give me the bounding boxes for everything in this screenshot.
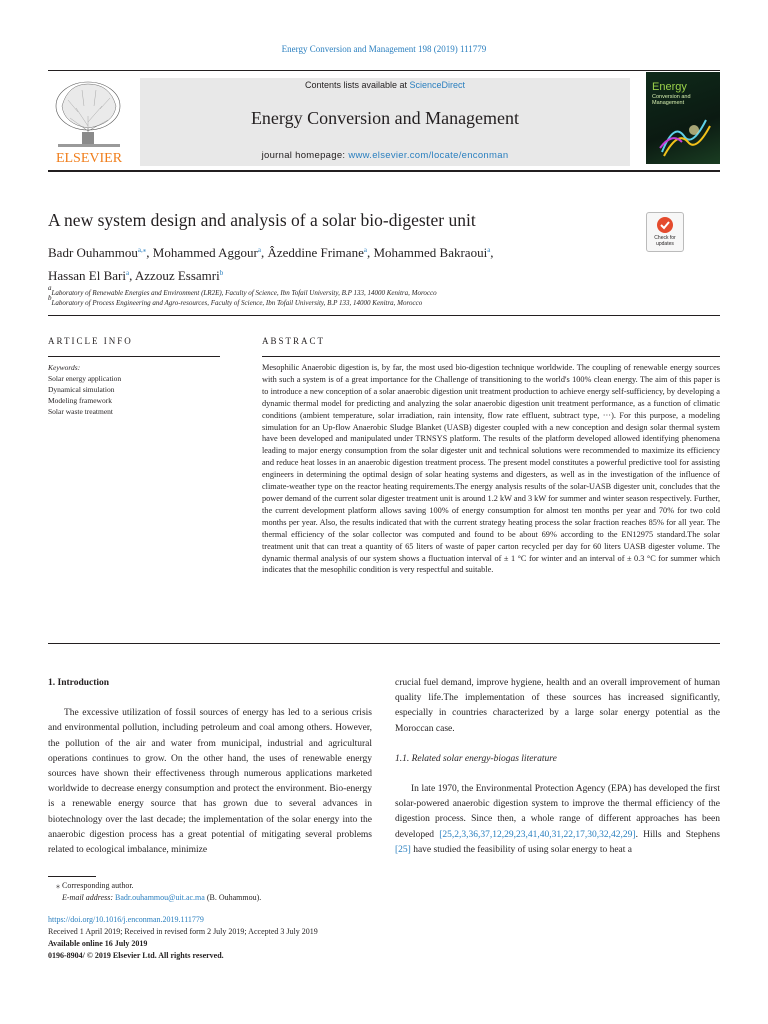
paragraph-text: In late 1970, the Environmental Protection Agency (EPA) has developed the first solar-powered anaerobic digestion system to improve the thermal efficiency of the digestion process. Since then, a whole range of different approaches has been developed (395, 784, 720, 840)
check-for-updates-button[interactable] (646, 212, 684, 252)
section-rule (48, 643, 720, 644)
doi-link[interactable]: https://doi.org/10.1016/j.enconman.2019.111779 (48, 915, 204, 924)
introduction-paragraph: The excessive utilization of fossil sources of energy has led to a serious crisis and environmental pollution, including petroleum and coal among others. However, the pollution of the air and water from municipal, industrial and agricultural operations continues to grow. On the other hand, the uses of renewable energy sources have shown their effectiveness through numerous applications marketed worldwide to decrease energy consumption and protect the environment. Bio-energy is a renewable energy source that has grown due to several advances in biotechnology over the last decade; the implementation of the solar energy into the anaerobic digestion process has a great potential of mitigating several problems related to ecological imbalance, minimize (48, 708, 372, 856)
author-separator: , (260, 245, 268, 260)
copyright-notice: 0196-8904/ © 2019 Elsevier Ltd. All rights reserved. (48, 951, 224, 960)
affiliation-text: Laboratory of Process Engineering and Agro-resources, Faculty of Science, Ibn Tofail University, B.P 133, 14000 Kenitra, Morocco (51, 299, 423, 307)
article-history (48, 914, 468, 962)
affiliation-label: a (48, 284, 52, 292)
keywords-block (48, 362, 121, 417)
author-name[interactable]: Hassan El Bari (48, 268, 126, 283)
check-updates-label: Check for updates (654, 235, 676, 247)
author-list (48, 240, 648, 286)
author-affiliation-marker[interactable]: a,⁎ (137, 246, 147, 254)
email-suffix: (B. Ouhammou). (204, 893, 262, 902)
check-updates-icon (656, 216, 674, 234)
author-separator: , (129, 268, 135, 283)
journal-masthead-box (140, 78, 630, 166)
journal-title: Energy Conversion and Management (250, 108, 520, 128)
abstract-text: Mesophilic Anaerobic digestion is, by far, the most used bio-digestion technique worldwide. The coupling of renewable energy sources with such a system is of a great importance for the Challenge of transitioning to the world's 100% clean energy. The aim of this paper is to introduce a new conception of a solar anaerobic digestion unit treatment production to achieve energy self-sufficiency, by developing a dynamic thermal model for predicting and analyzing the solar anaerobic digestion unit treatment performance, as a function of climatic conditions (ambient temperature, solar irradiation, rain intensity, flow rate effluent, subtract type, ···). For this purpose, a modeling simulation for an Up-flow Anaerobic Sludge Blanket (UASB) digester coupled with a new conception and design solar thermal system have been developed and manipulated under TRNSYS platform. The results of the platform developed allowed identifying phenomena leading to major energy consumption from the solar digester unit and technical solutions were recommended to maximize its efficiency and reduce heat losses in an anaerobic digestion treatment process. The present model constitutes a powerful predictive tool for assisting engineers in determining the optimal design of solar heating systems and digesters, as well as in the investigation of the influence of climate-weather type on the reactor heating requirements.The energy analysis results of the solar-UASB digester unit, concludes that the power demand of the current solar digester treatment unit is around 1.2 kW and 3 kW for summer and winter season respectively. Further, the current development platform allows saving 100% of energy consumption for almost ten months per year and 70% for two cold months per year. Also, the results indicated that with the current strategy heating process the solar fraction reaches 85% for all year. The thermal efficiency of the solar collector was computed and found to be about 69% according to the EN12975 standard.The solar treatment unit that can treat a quantity of 65 liters of waste of paper carton recycled per day for 60 liters UASB digester volume. The dynamic thermal analysis of our system shows a fluctuation interval of ± 1 °C for winter and an interval of ± 0.3 °C for summer which indicates that the mesophilic condition is very respectful and suitable. (262, 363, 721, 575)
section-rule (48, 315, 720, 316)
elsevier-logo (48, 76, 130, 166)
author-affiliation-marker[interactable]: a (125, 269, 130, 277)
elsevier-tree-icon (48, 76, 130, 166)
paper-title: A new system design and analysis of a solar bio-digester unit (48, 210, 476, 230)
paragraph-text: . Hills and Stephens (635, 829, 720, 840)
cover-subtitle: Conversion and Management (652, 94, 691, 106)
author-affiliation-marker[interactable]: a (487, 246, 491, 254)
author-name[interactable]: Badr Ouhammou (48, 245, 138, 260)
affiliation-text: Laboratory of Renewable Energies and Environment (LR2E), Faculty of Science, Ibn Tofail University, B.P 133, 14000 Kenitra, Morocco (51, 289, 437, 297)
sciencedirect-link[interactable]: ScienceDirect (409, 80, 466, 90)
author-separator: , (366, 245, 374, 260)
author-name[interactable]: Mohammed Bakraoui (373, 245, 488, 260)
author-affiliation-marker[interactable]: a (363, 246, 367, 254)
reference-link[interactable]: [25] (395, 844, 411, 855)
homepage-prefix: journal homepage: (261, 150, 349, 161)
affiliation-b (48, 294, 422, 307)
article-info-heading: ARTICLE INFO (48, 336, 133, 346)
author-name[interactable]: Mohammed Aggour (152, 245, 258, 260)
reference-link[interactable]: [25,2,3,36,37,12,29,23,41,40,31,22,17,30,32,42,29] (439, 829, 636, 840)
keyword-item: Modeling framework (48, 396, 112, 405)
keyword-item: Solar energy application (48, 374, 122, 383)
article-info-rule (48, 356, 220, 357)
keyword-item: Dynamical simulation (48, 385, 115, 394)
author-name[interactable]: Âzeddine Frimane (267, 245, 364, 260)
masthead-bottom-rule (48, 170, 720, 172)
introduction-heading: 1. Introduction (48, 678, 110, 688)
literature-paragraph (395, 782, 720, 858)
author-separator: , (146, 245, 153, 260)
author-affiliation-marker[interactable]: a (257, 246, 261, 254)
contents-prefix: Contents lists available at (304, 80, 410, 90)
journal-cover-image (646, 72, 720, 164)
keywords-label: Keywords: (48, 363, 81, 372)
subsection-heading: 1.1. Related solar energy-biogas literature (395, 753, 557, 764)
author-separator: , (490, 245, 494, 260)
corresponding-author-note: ⁎ Corresponding author. (56, 881, 134, 890)
affiliation-label: b (48, 294, 52, 302)
author-name[interactable]: Azzouz Essamri (134, 268, 220, 283)
contents-available-line (140, 80, 630, 90)
author-email-link[interactable]: Badr.ouhammou@uit.ac.ma (115, 893, 205, 902)
cover-title: Energy (652, 81, 687, 93)
footnotes (48, 880, 448, 904)
keyword-item: Solar waste treatment (48, 407, 113, 416)
continued-paragraph: crucial fuel demand, improve hygiene, health and an overall improvement of human quality life.The implementation of these sources has increased significantly, especially in countries characterized by a large solar energy potential as the Moroccan case. (395, 678, 720, 734)
abstract-heading: ABSTRACT (262, 336, 326, 346)
journal-citation-link[interactable]: Energy Conversion and Management 198 (2019) 111779 (281, 44, 487, 54)
homepage-link[interactable]: www.elsevier.com/locate/enconman (348, 150, 509, 161)
elsevier-wordmark: ELSEVIER (55, 151, 123, 166)
cover-graphic-icon (654, 112, 714, 160)
paragraph-text: have studied the feasibility of using solar energy to heat a (410, 844, 632, 855)
email-label: E-mail address: (62, 893, 116, 902)
footnote-rule (48, 876, 96, 877)
abstract-rule (262, 356, 720, 357)
journal-homepage-line (140, 150, 630, 161)
body-column-left (48, 676, 372, 858)
author-affiliation-marker[interactable]: b (219, 269, 224, 277)
received-dates: Received 1 April 2019; Received in revised form 2 July 2019; Accepted 3 July 2019 (48, 927, 318, 936)
available-online-date: Available online 16 July 2019 (48, 939, 148, 948)
body-column-right (395, 676, 720, 858)
masthead-top-rule (48, 70, 720, 71)
